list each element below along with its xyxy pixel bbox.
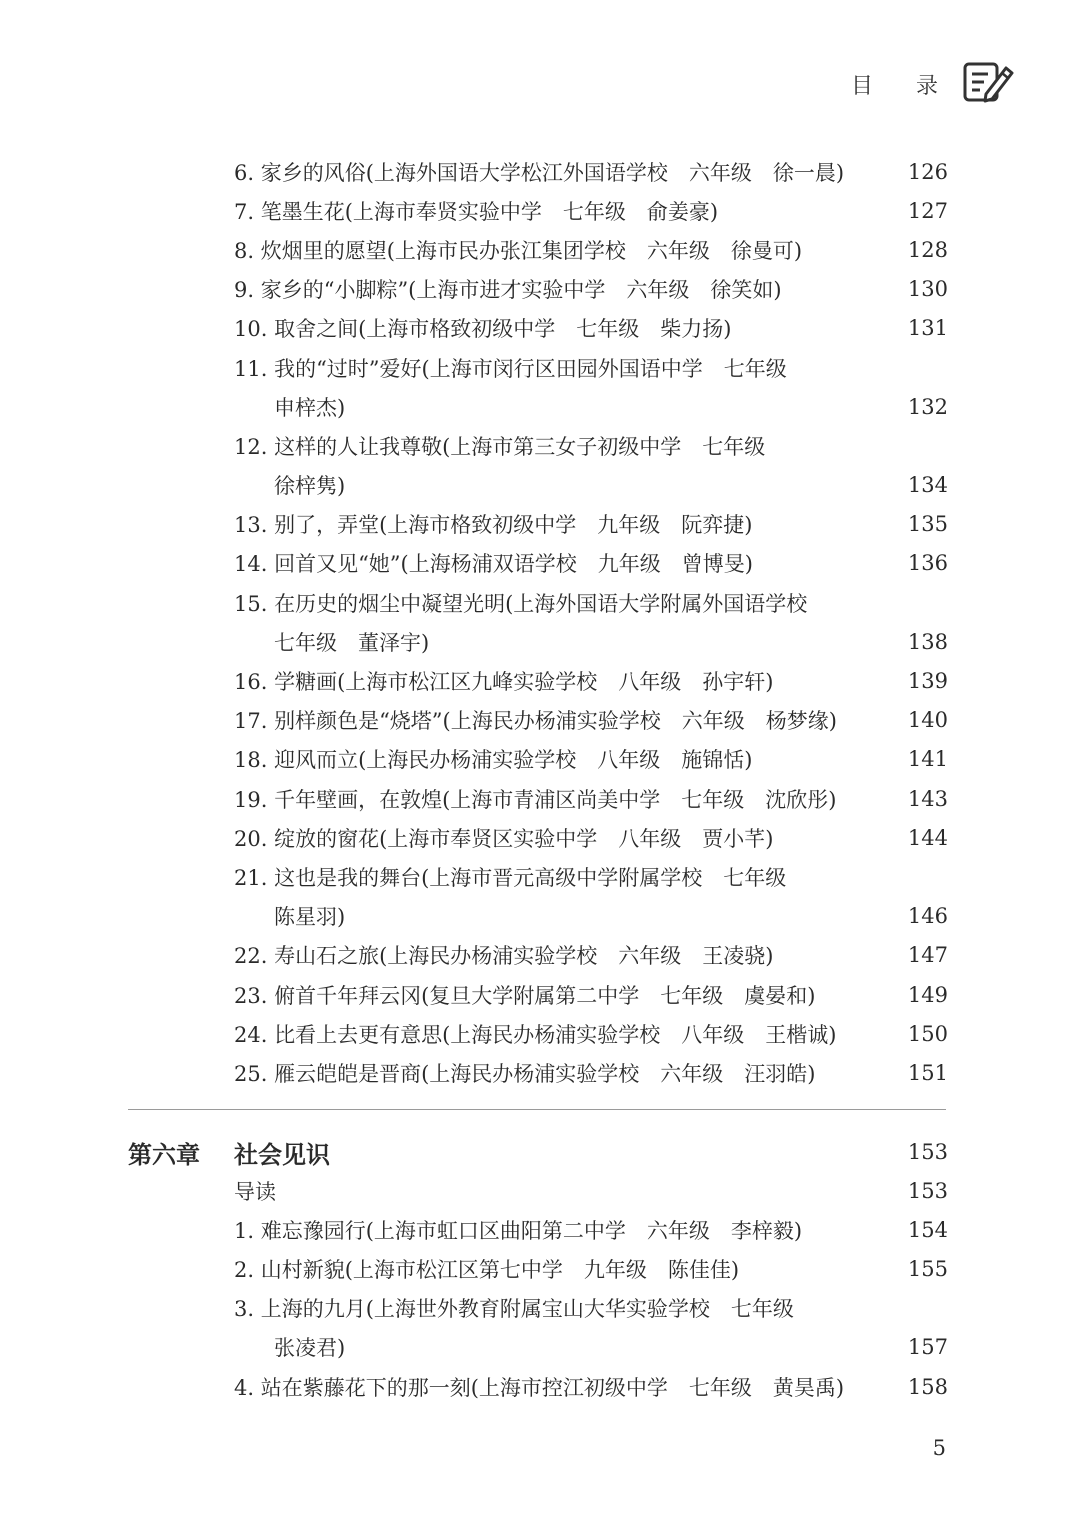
toc-entry[interactable] xyxy=(234,740,948,779)
toc-entry-page: 128 xyxy=(907,237,948,262)
toc-entry-page: 154 xyxy=(907,1217,948,1242)
toc-entry-page: 149 xyxy=(907,982,948,1007)
toc-entry[interactable] xyxy=(234,661,948,700)
toc-entry-text: 22. 寿山石之旅(上海民办杨浦实验学校 六年级 王凌骁) xyxy=(234,944,774,969)
toc-entry-page: 158 xyxy=(907,1374,948,1399)
toc-entry-page: 130 xyxy=(907,277,948,302)
toc-entry-text: 25. 雁云皑皑是晋商(上海民办杨浦实验学校 六年级 汪羽皓) xyxy=(234,1061,816,1086)
toc-entry-page: 153 xyxy=(907,1178,948,1203)
toc-entry-line xyxy=(234,1367,948,1406)
toc-entry-text: 2. 山村新貌(上海市松江区第七中学 九年级 陈佳佳) xyxy=(234,1257,740,1282)
toc-entry-text: 导读 xyxy=(234,1179,276,1204)
page-header xyxy=(851,58,1014,104)
toc-entry-page: 146 xyxy=(907,904,948,929)
toc-entry-text: 14. 回首又见“她”(上海杨浦双语学校 九年级 曾博旻) xyxy=(234,552,753,577)
toc-entry-line xyxy=(234,936,948,975)
toc-entry-text: 陈星羽) xyxy=(274,905,346,930)
toc-entry-text: 7. 笔墨生花(上海市奉贤实验中学 七年级 俞姜豪) xyxy=(234,199,719,224)
toc-entry-page: 139 xyxy=(907,669,948,694)
toc-entry-line xyxy=(234,857,948,896)
toc-entry-page: 138 xyxy=(907,629,948,654)
toc-entry-text: 申梓杰) xyxy=(274,395,346,420)
chapter-heading[interactable] xyxy=(128,1132,948,1172)
toc-entry-line xyxy=(234,1014,948,1053)
toc-entry-line xyxy=(234,505,948,544)
toc-entry-continuation xyxy=(234,466,948,505)
toc-entry[interactable] xyxy=(234,1014,948,1053)
toc-entry-text: 24. 比看上去更有意思(上海民办杨浦实验学校 八年级 王楷诚) xyxy=(234,1022,837,1047)
toc-entry-line xyxy=(234,1249,948,1288)
toc-entry[interactable] xyxy=(234,936,948,975)
toc-entry[interactable] xyxy=(234,152,948,191)
toc-entry-page: 136 xyxy=(907,551,948,576)
toc-entry-text: 17. 别样颜色是“烧塔”(上海民办杨浦实验学校 六年级 杨梦缘) xyxy=(234,709,837,734)
toc-entry[interactable] xyxy=(234,779,948,818)
toc-entry-continuation xyxy=(234,897,948,936)
toc-entry-page: 144 xyxy=(907,825,948,850)
toc-entry[interactable] xyxy=(234,818,948,857)
page-number: 5 xyxy=(932,1436,946,1460)
toc-entry-line xyxy=(234,661,948,700)
toc-entry[interactable] xyxy=(234,426,948,504)
toc-entry-page: 155 xyxy=(907,1256,948,1281)
toc-entry-page: 147 xyxy=(907,943,948,968)
toc-entry-text: 张凌君) xyxy=(274,1336,346,1361)
toc-entry-continuation xyxy=(234,387,948,426)
toc-entry[interactable] xyxy=(234,1210,948,1249)
toc-entry-page: 150 xyxy=(907,1021,948,1046)
toc-entry-page: 134 xyxy=(907,473,948,498)
toc-entry-line xyxy=(234,544,948,583)
toc-entry[interactable] xyxy=(234,1367,948,1406)
toc-entry-continuation xyxy=(234,622,948,661)
toc-entry-line xyxy=(234,779,948,818)
toc-entry-line xyxy=(234,701,948,740)
toc-entry-text: 13. 别了，弄堂(上海市格致初级中学 九年级 阮弈捷) xyxy=(234,513,753,538)
toc-entry-text: 21. 这也是我的舞台(上海市晋元高级中学附属学校 七年级 xyxy=(234,865,787,890)
header-title: 目 录 xyxy=(851,74,956,99)
toc-entry-text: 15. 在历史的烟尘中凝望光明(上海外国语大学附属外国语学校 xyxy=(234,591,808,616)
toc-entry-page: 127 xyxy=(907,198,948,223)
section-divider xyxy=(128,1109,946,1110)
toc-entry[interactable] xyxy=(234,348,948,426)
toc-entry-page: 157 xyxy=(907,1335,948,1360)
toc-entry-page: 141 xyxy=(907,747,948,772)
toc-entry[interactable] xyxy=(234,1249,948,1288)
toc-entry-line xyxy=(234,426,948,465)
toc-entry-line xyxy=(234,348,948,387)
toc-entry-text: 七年级 董泽宇) xyxy=(274,630,430,655)
toc-entry[interactable] xyxy=(234,1171,948,1210)
chapter-number: 第六章 xyxy=(128,1140,200,1169)
toc-entry[interactable] xyxy=(234,309,948,348)
toc-entry-line xyxy=(234,1210,948,1249)
toc-entry[interactable] xyxy=(234,270,948,309)
toc-entry-page: 143 xyxy=(907,786,948,811)
toc-entry-page: 126 xyxy=(907,159,948,184)
toc-list xyxy=(234,152,948,1093)
toc-entry-line xyxy=(234,818,948,857)
edit-note-icon xyxy=(962,58,1014,104)
toc-entry-line xyxy=(234,740,948,779)
toc-entry-page: 131 xyxy=(907,316,948,341)
toc-entry-text: 9. 家乡的“小脚粽”(上海市进才实验中学 六年级 徐笑如) xyxy=(234,278,782,303)
toc-entry[interactable] xyxy=(234,505,948,544)
toc-list-chapter-six xyxy=(234,1171,948,1406)
toc-entry-line xyxy=(234,309,948,348)
toc-entry-line xyxy=(234,1053,948,1092)
toc-entry-line xyxy=(234,230,948,269)
toc-entry-text: 12. 这样的人让我尊敬(上海市第三女子初级中学 七年级 xyxy=(234,434,766,459)
toc-entry-text: 6. 家乡的风俗(上海外国语大学松江外国语学校 六年级 徐一晨) xyxy=(234,160,845,185)
toc-entry-line xyxy=(234,270,948,309)
toc-entry-line xyxy=(234,1171,948,1210)
toc-entry-page: 135 xyxy=(907,512,948,537)
toc-entry-line xyxy=(234,583,948,622)
toc-entry[interactable] xyxy=(234,230,948,269)
toc-entry-text: 10. 取舍之间(上海市格致初级中学 七年级 柴力扬) xyxy=(234,317,732,342)
toc-entry-page: 132 xyxy=(907,394,948,419)
chapter-page-number: 153 xyxy=(907,1140,948,1164)
toc-entry-text: 4. 站在紫藤花下的那一刻(上海市控江初级中学 七年级 黄昊禹) xyxy=(234,1375,845,1400)
toc-entry-text: 20. 绽放的窗花(上海市奉贤区实验中学 八年级 贾小芊) xyxy=(234,826,774,851)
toc-entry[interactable] xyxy=(234,544,948,583)
toc-entry-line xyxy=(234,152,948,191)
toc-entry[interactable] xyxy=(234,583,948,661)
toc-entry-text: 19. 千年壁画，在敦煌(上海市青浦区尚美中学 七年级 沈欣彤) xyxy=(234,787,837,812)
toc-entry-text: 11. 我的“过时”爱好(上海市闵行区田园外国语中学 七年级 xyxy=(234,356,787,381)
toc-entry-text: 徐梓隽) xyxy=(274,474,346,499)
toc-entry[interactable] xyxy=(234,975,948,1014)
toc-entry-page: 151 xyxy=(907,1060,948,1085)
toc-entry-text: 3. 上海的九月(上海世外教育附属宝山大华实验学校 七年级 xyxy=(234,1297,794,1322)
toc-entry[interactable] xyxy=(234,857,948,935)
toc-entry[interactable] xyxy=(234,191,948,230)
toc-entry-line xyxy=(234,1289,948,1328)
toc-entry[interactable] xyxy=(234,1289,948,1367)
toc-entry-text: 18. 迎风而立(上海民办杨浦实验学校 八年级 施锦恬) xyxy=(234,748,753,773)
toc-entry-text: 16. 学糖画(上海市松江区九峰实验学校 八年级 孙宇轩) xyxy=(234,670,774,695)
toc-entry-line xyxy=(234,191,948,230)
toc-entry[interactable] xyxy=(234,701,948,740)
toc-entry-line xyxy=(234,975,948,1014)
toc-entry-text: 8. 炊烟里的愿望(上海市民办张江集团学校 六年级 徐曼可) xyxy=(234,238,803,263)
toc-entry-text: 23. 俯首千年拜云冈(复旦大学附属第二中学 七年级 虞晏和) xyxy=(234,983,816,1008)
toc-entry[interactable] xyxy=(234,1053,948,1092)
chapter-title: 社会见识 xyxy=(234,1140,330,1169)
toc-entry-text: 1. 难忘豫园行(上海市虹口区曲阳第二中学 六年级 李梓毅) xyxy=(234,1218,803,1243)
toc-entry-continuation xyxy=(234,1328,948,1367)
toc-entry-page: 140 xyxy=(907,708,948,733)
